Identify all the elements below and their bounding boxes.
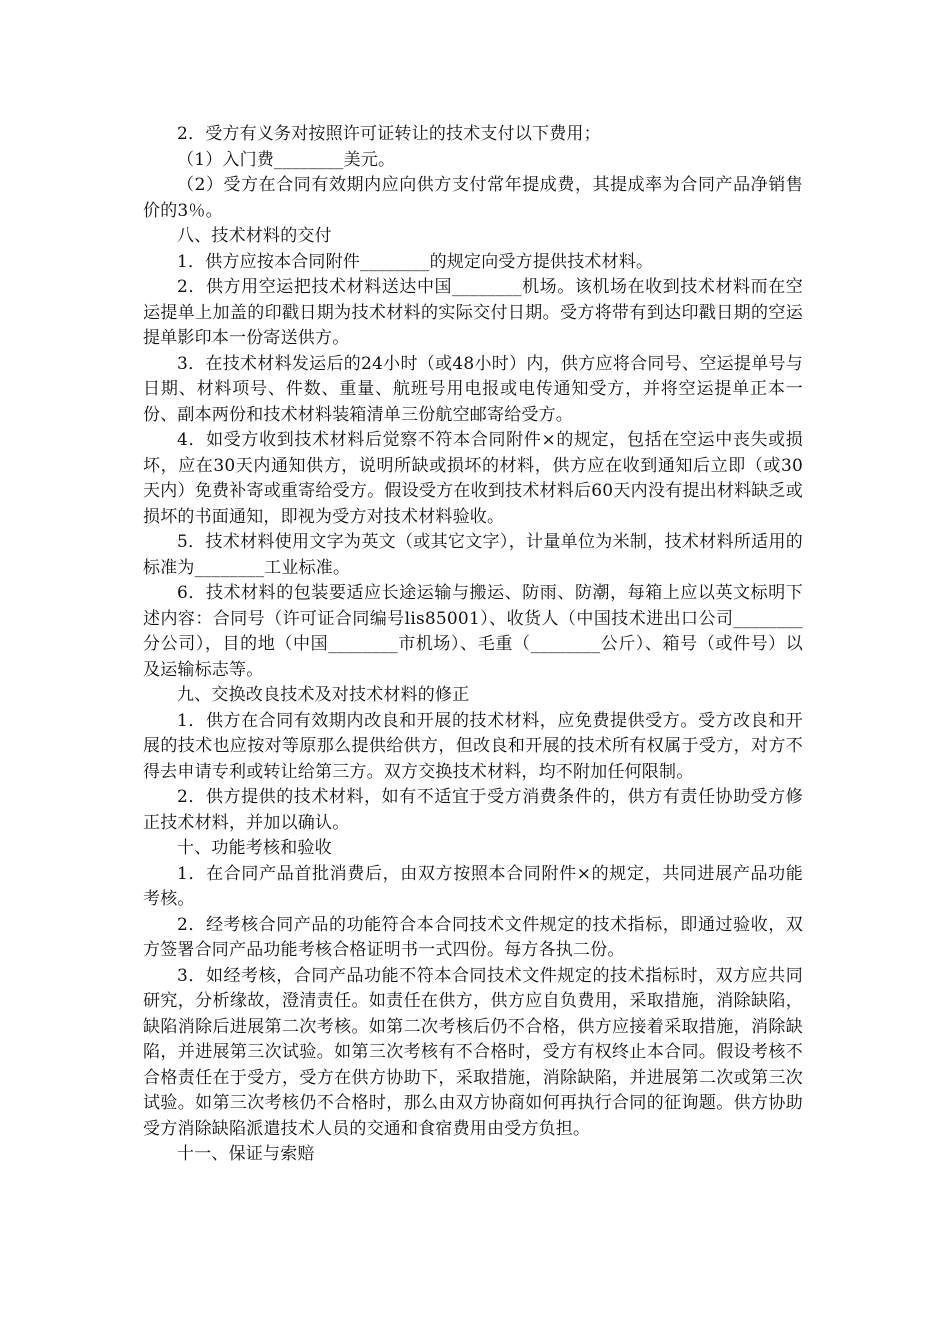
paragraph-8-5: 5．技术材料使用文字为英文（或其它文字），计量单位为米制，技术材料所适用的标准为________工业标准。 bbox=[143, 532, 803, 578]
section-heading-10: 十、功能考核和验收 bbox=[177, 838, 332, 858]
paragraph-8-3: 3．在技术材料发运后的24小时（或48小时）内，供方应将合同号、空运提单号与日期、材料项号、件数、重量、航班号用电报或电传通知受方，并将空运提单正本一份、副本两份和技术材料装箱清单三份航空邮寄给受方。 bbox=[143, 353, 803, 425]
paragraph-10-2: 2．经考核合同产品的功能符合本合同技术文件规定的技术指标，即通过验收，双方签署合同产品功能考核合格证明书一式四份。每方各执二份。 bbox=[143, 914, 803, 960]
paragraph-entry-fee: （1）入门费________美元。 bbox=[177, 149, 396, 170]
paragraph-8-2: 2．供方用空运把技术材料送达中国________机场。该机场在收到技术材料而在空运提单上加盖的印戳日期为技术材料的实际交付日期。受方将带有到达印戳日期的空运提单影印本一份寄送供方。 bbox=[143, 277, 803, 348]
section-heading-8: 八、技术材料的交付 bbox=[177, 226, 332, 246]
paragraph-10-3: 3．如经考核，合同产品功能不符本合同技术文件规定的技术指标时，双方应共同研究，分析缘故，澄清责任。如责任在供方，供方应自负费用，采取措施，消除缺陷，缺陷消除后进展第二次考核。如第二次考核后仍不合格，供方应接着采取措施，消除缺陷，并进展第三次试验。如第三次考核有不合格时，受方有权终止本合同。假设考核不合格责任在于受方，受方在供方协助下，采取措施，消除缺陷，并进展第二次或第三次试验。如第三次考核仍不合格时，那么由双方协商如何再执行合同的征询题。供方协助受方消除缺陷派遣技术人员的交通和食宿费用由受方负担。 bbox=[143, 965, 803, 1139]
paragraph-10-1: 1．在合同产品首批消费后，由双方按照本合同附件×的规定，共同进展产品功能考核。 bbox=[143, 863, 803, 909]
paragraph-9-2: 2．供方提供的技术材料，如有不适宜于受方消费条件的，供方有责任协助受方修正技术材料，并加以确认。 bbox=[143, 787, 803, 833]
paragraph-8-4: 4．如受方收到技术材料后觉察不符本合同附件×的规定，包括在空运中丧失或损坏，应在30天内通知供方，说明所缺或损坏的材料，供方应在收到通知后立即（或30天内）免费补寄或重寄给受方。假设受方在收到技术材料后60天内没有提出材料缺乏或损坏的书面通知，即视为受方对技术材料验收。 bbox=[143, 430, 803, 527]
paragraph-8-1: 1．供方应按本合同附件________的规定向受方提供技术材料。 bbox=[177, 251, 654, 272]
section-heading-11: 十一、保证与索赔 bbox=[177, 1144, 315, 1164]
paragraph-fee-obligation: 2．受方有义务对按照许可证转让的技术支付以下费用； bbox=[177, 124, 601, 144]
paragraph-9-1: 1．供方在合同有效期内改良和开展的技术材料，应免费提供受方。受方改良和开展的技术也应按对等原那么提供给供方，但改良和开展的技术所有权属于受方，对方不得去申请专利或转让给第三方。双方交换技术材料，均不附加任何限制。 bbox=[143, 710, 803, 782]
document-body bbox=[143, 122, 803, 1168]
section-heading-9: 九、交换改良技术及对技术材料的修正 bbox=[177, 685, 470, 705]
paragraph-8-6: 6．技术材料的包装要适应长途运输与搬运、防雨、防潮，每箱上应以英文标明下述内容：合同号（许可证合同编号lis85001）、收货人（中国技术进出口公司________分公司），目的地（中国________市机场）、毛重（________公斤）、箱号（或件号）以及运输标志等。 bbox=[143, 583, 803, 680]
paragraph-royalty: （2）受方在合同有效期内应向供方支付常年提成费，其提成率为合同产品净销售价的3％。 bbox=[143, 175, 803, 221]
